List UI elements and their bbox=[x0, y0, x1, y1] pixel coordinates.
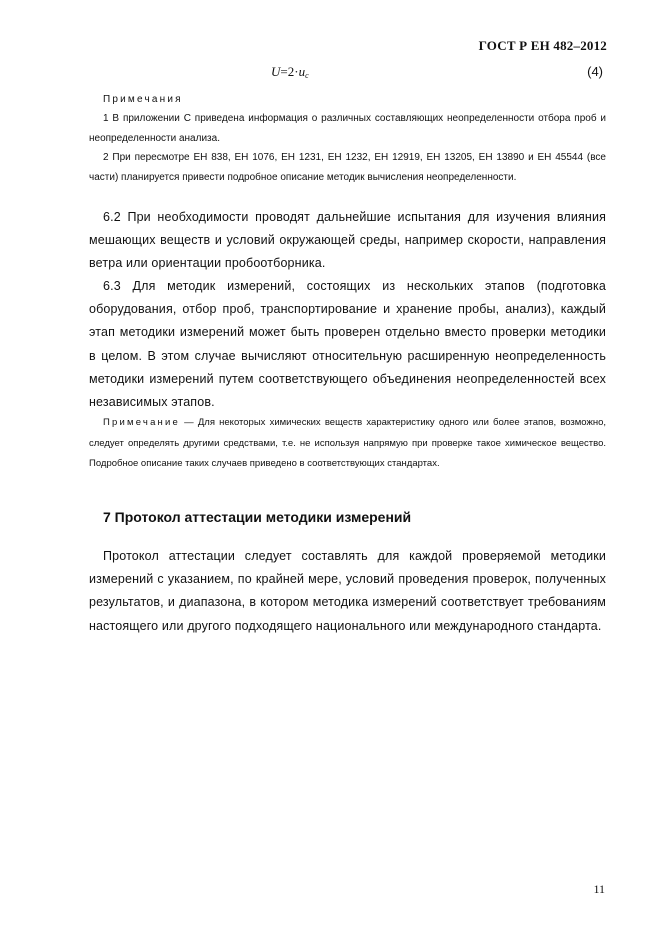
paragraph-6-2: 6.2 При необходимости проводят дальнейшие испытания для изучения влияния мешающих веществ и условий окружающей среды, например скорости, направления ветра или ориентации пробоотборника. bbox=[89, 210, 606, 271]
page-number: 11 bbox=[593, 882, 605, 896]
formula-lhs: U bbox=[271, 64, 281, 79]
section-7-title: 7 Протокол аттестации методики измерений bbox=[103, 509, 412, 525]
formula-var: u bbox=[298, 64, 306, 79]
inline-note bbox=[89, 413, 606, 475]
inline-note-text: Для некоторых химических веществ характеристику одного или более этапов, возможно, следует определять другими средствами, т.е. не используя напрямую при проверке такое химическое вещество. Подробное описание таких случаев приведено в соответствующих стандартах. bbox=[89, 417, 607, 469]
standard-code: ГОСТ Р ЕН 482–2012 bbox=[478, 38, 607, 53]
section-7-text: Протокол аттестации следует составлять для каждой проверяемой методики измерений с указанием, по крайней мере, условий проведения проверок, полученных результатов, и диапазона, в котором методика измерений соответствует требованиям настоящего или другого подходящего национального или международного стандарта. bbox=[89, 549, 606, 633]
inline-note-dash: — bbox=[180, 417, 198, 428]
formula-number: (4) bbox=[587, 64, 603, 79]
note-2: 2 При пересмотре ЕН 838, ЕН 1076, ЕН 1231, ЕН 1232, ЕН 12919, ЕН 13205, ЕН 13890 и ЕН 45544 (все части) планируется привести подробное описание методик вычисления неопределенности. bbox=[89, 152, 606, 183]
formula-sub: c bbox=[305, 71, 309, 80]
formula bbox=[271, 64, 309, 80]
note-1: 1 В приложении С приведена информация о различных составляющих неопределенности отбора проб и неопределенности анализа. bbox=[89, 113, 606, 144]
formula-eq: =2· bbox=[280, 64, 299, 79]
paragraph-6-3: 6.3 Для методик измерений, состоящих из нескольких этапов (подготовка оборудования, отбор проб, транспортирование и хранение пробы, анализ), каждый этап методики измерений может быть проверен отдельно вместо проверки методики в целом. В этом случае вычисляют относительную расширенную неопределенность методики измерений путем соответствующего объединения неопределенностей всех независимых этапов. bbox=[89, 279, 606, 410]
inline-note-label: Примечание bbox=[103, 417, 180, 428]
notes-title: Примечания bbox=[103, 94, 183, 105]
